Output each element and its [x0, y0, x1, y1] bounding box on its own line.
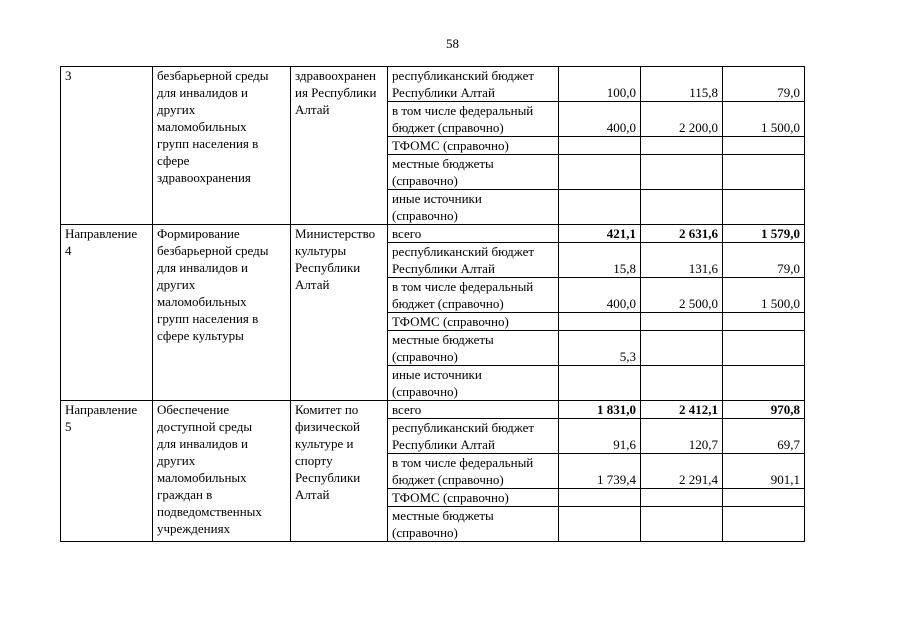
- value-cell-year-1: 1 739,4: [559, 454, 641, 489]
- funding-source-cell: иные источники (справочно): [388, 366, 559, 401]
- direction-cell: Направление 4: [61, 225, 153, 401]
- value-cell-year-3: 69,7: [723, 419, 805, 454]
- value-cell-year-3: [723, 155, 805, 190]
- value-cell-year-2: 131,6: [641, 243, 723, 278]
- agency-cell: Министерство культуры Республики Алтай: [291, 225, 388, 401]
- budget-table: [60, 66, 805, 542]
- value-cell-year-1: [559, 155, 641, 190]
- value-cell-year-3: [723, 137, 805, 155]
- value-cell-year-3: 79,0: [723, 243, 805, 278]
- budget-table-body: [61, 67, 805, 542]
- funding-source-cell: всего: [388, 401, 559, 419]
- value-cell-year-1: 15,8: [559, 243, 641, 278]
- value-cell-year-3: 79,0: [723, 67, 805, 102]
- value-cell-year-2: 2 631,6: [641, 225, 723, 243]
- value-cell-year-3: [723, 190, 805, 225]
- table-row: [61, 401, 805, 419]
- value-cell-year-1: [559, 489, 641, 507]
- funding-source-cell: иные источники (справочно): [388, 190, 559, 225]
- value-cell-year-1: 100,0: [559, 67, 641, 102]
- value-cell-year-3: [723, 507, 805, 542]
- funding-source-cell: всего: [388, 225, 559, 243]
- value-cell-year-3: [723, 366, 805, 401]
- value-cell-year-1: 1 831,0: [559, 401, 641, 419]
- description-cell: Обеспечение доступной среды для инвалидов и других маломобильных граждан в подведомственных учреждениях: [153, 401, 291, 542]
- value-cell-year-3: 1 500,0: [723, 278, 805, 313]
- direction-cell: Направление 5: [61, 401, 153, 542]
- value-cell-year-1: 5,3: [559, 331, 641, 366]
- funding-source-cell: в том числе федеральный бюджет (справочно): [388, 454, 559, 489]
- value-cell-year-1: 91,6: [559, 419, 641, 454]
- value-cell-year-1: 421,1: [559, 225, 641, 243]
- table-row: [61, 67, 805, 102]
- value-cell-year-2: [641, 331, 723, 366]
- value-cell-year-1: [559, 190, 641, 225]
- value-cell-year-2: 120,7: [641, 419, 723, 454]
- value-cell-year-2: 2 200,0: [641, 102, 723, 137]
- value-cell-year-2: [641, 190, 723, 225]
- value-cell-year-3: [723, 331, 805, 366]
- description-cell: Формирование безбарьерной среды для инвалидов и других маломобильных групп населения в сфере культуры: [153, 225, 291, 401]
- value-cell-year-2: [641, 366, 723, 401]
- value-cell-year-3: 970,8: [723, 401, 805, 419]
- funding-source-cell: республиканский бюджет Республики Алтай: [388, 419, 559, 454]
- funding-source-cell: ТФОМС (справочно): [388, 489, 559, 507]
- funding-source-cell: в том числе федеральный бюджет (справочно): [388, 278, 559, 313]
- description-cell: безбарьерной среды для инвалидов и других маломобильных групп населения в сфере здравоохранения: [153, 67, 291, 225]
- funding-source-cell: республиканский бюджет Республики Алтай: [388, 67, 559, 102]
- value-cell-year-2: [641, 313, 723, 331]
- value-cell-year-1: [559, 137, 641, 155]
- value-cell-year-3: [723, 489, 805, 507]
- agency-cell: Комитет по физической культуре и спорту Республики Алтай: [291, 401, 388, 542]
- agency-cell: здравоохранен ия Республики Алтай: [291, 67, 388, 225]
- value-cell-year-1: [559, 507, 641, 542]
- value-cell-year-2: [641, 137, 723, 155]
- value-cell-year-3: 1 579,0: [723, 225, 805, 243]
- funding-source-cell: ТФОМС (справочно): [388, 137, 559, 155]
- value-cell-year-1: [559, 313, 641, 331]
- funding-source-cell: ТФОМС (справочно): [388, 313, 559, 331]
- value-cell-year-2: [641, 489, 723, 507]
- value-cell-year-1: [559, 366, 641, 401]
- value-cell-year-1: 400,0: [559, 278, 641, 313]
- value-cell-year-2: 2 412,1: [641, 401, 723, 419]
- value-cell-year-3: 901,1: [723, 454, 805, 489]
- value-cell-year-1: 400,0: [559, 102, 641, 137]
- funding-source-cell: местные бюджеты (справочно): [388, 507, 559, 542]
- value-cell-year-2: 2 291,4: [641, 454, 723, 489]
- value-cell-year-2: [641, 155, 723, 190]
- value-cell-year-2: 115,8: [641, 67, 723, 102]
- value-cell-year-2: 2 500,0: [641, 278, 723, 313]
- value-cell-year-3: 1 500,0: [723, 102, 805, 137]
- table-row: [61, 225, 805, 243]
- funding-source-cell: местные бюджеты (справочно): [388, 331, 559, 366]
- funding-source-cell: местные бюджеты (справочно): [388, 155, 559, 190]
- value-cell-year-2: [641, 507, 723, 542]
- direction-cell: 3: [61, 67, 153, 225]
- funding-source-cell: республиканский бюджет Республики Алтай: [388, 243, 559, 278]
- page-number: 58: [446, 36, 459, 51]
- funding-source-cell: в том числе федеральный бюджет (справочно): [388, 102, 559, 137]
- value-cell-year-3: [723, 313, 805, 331]
